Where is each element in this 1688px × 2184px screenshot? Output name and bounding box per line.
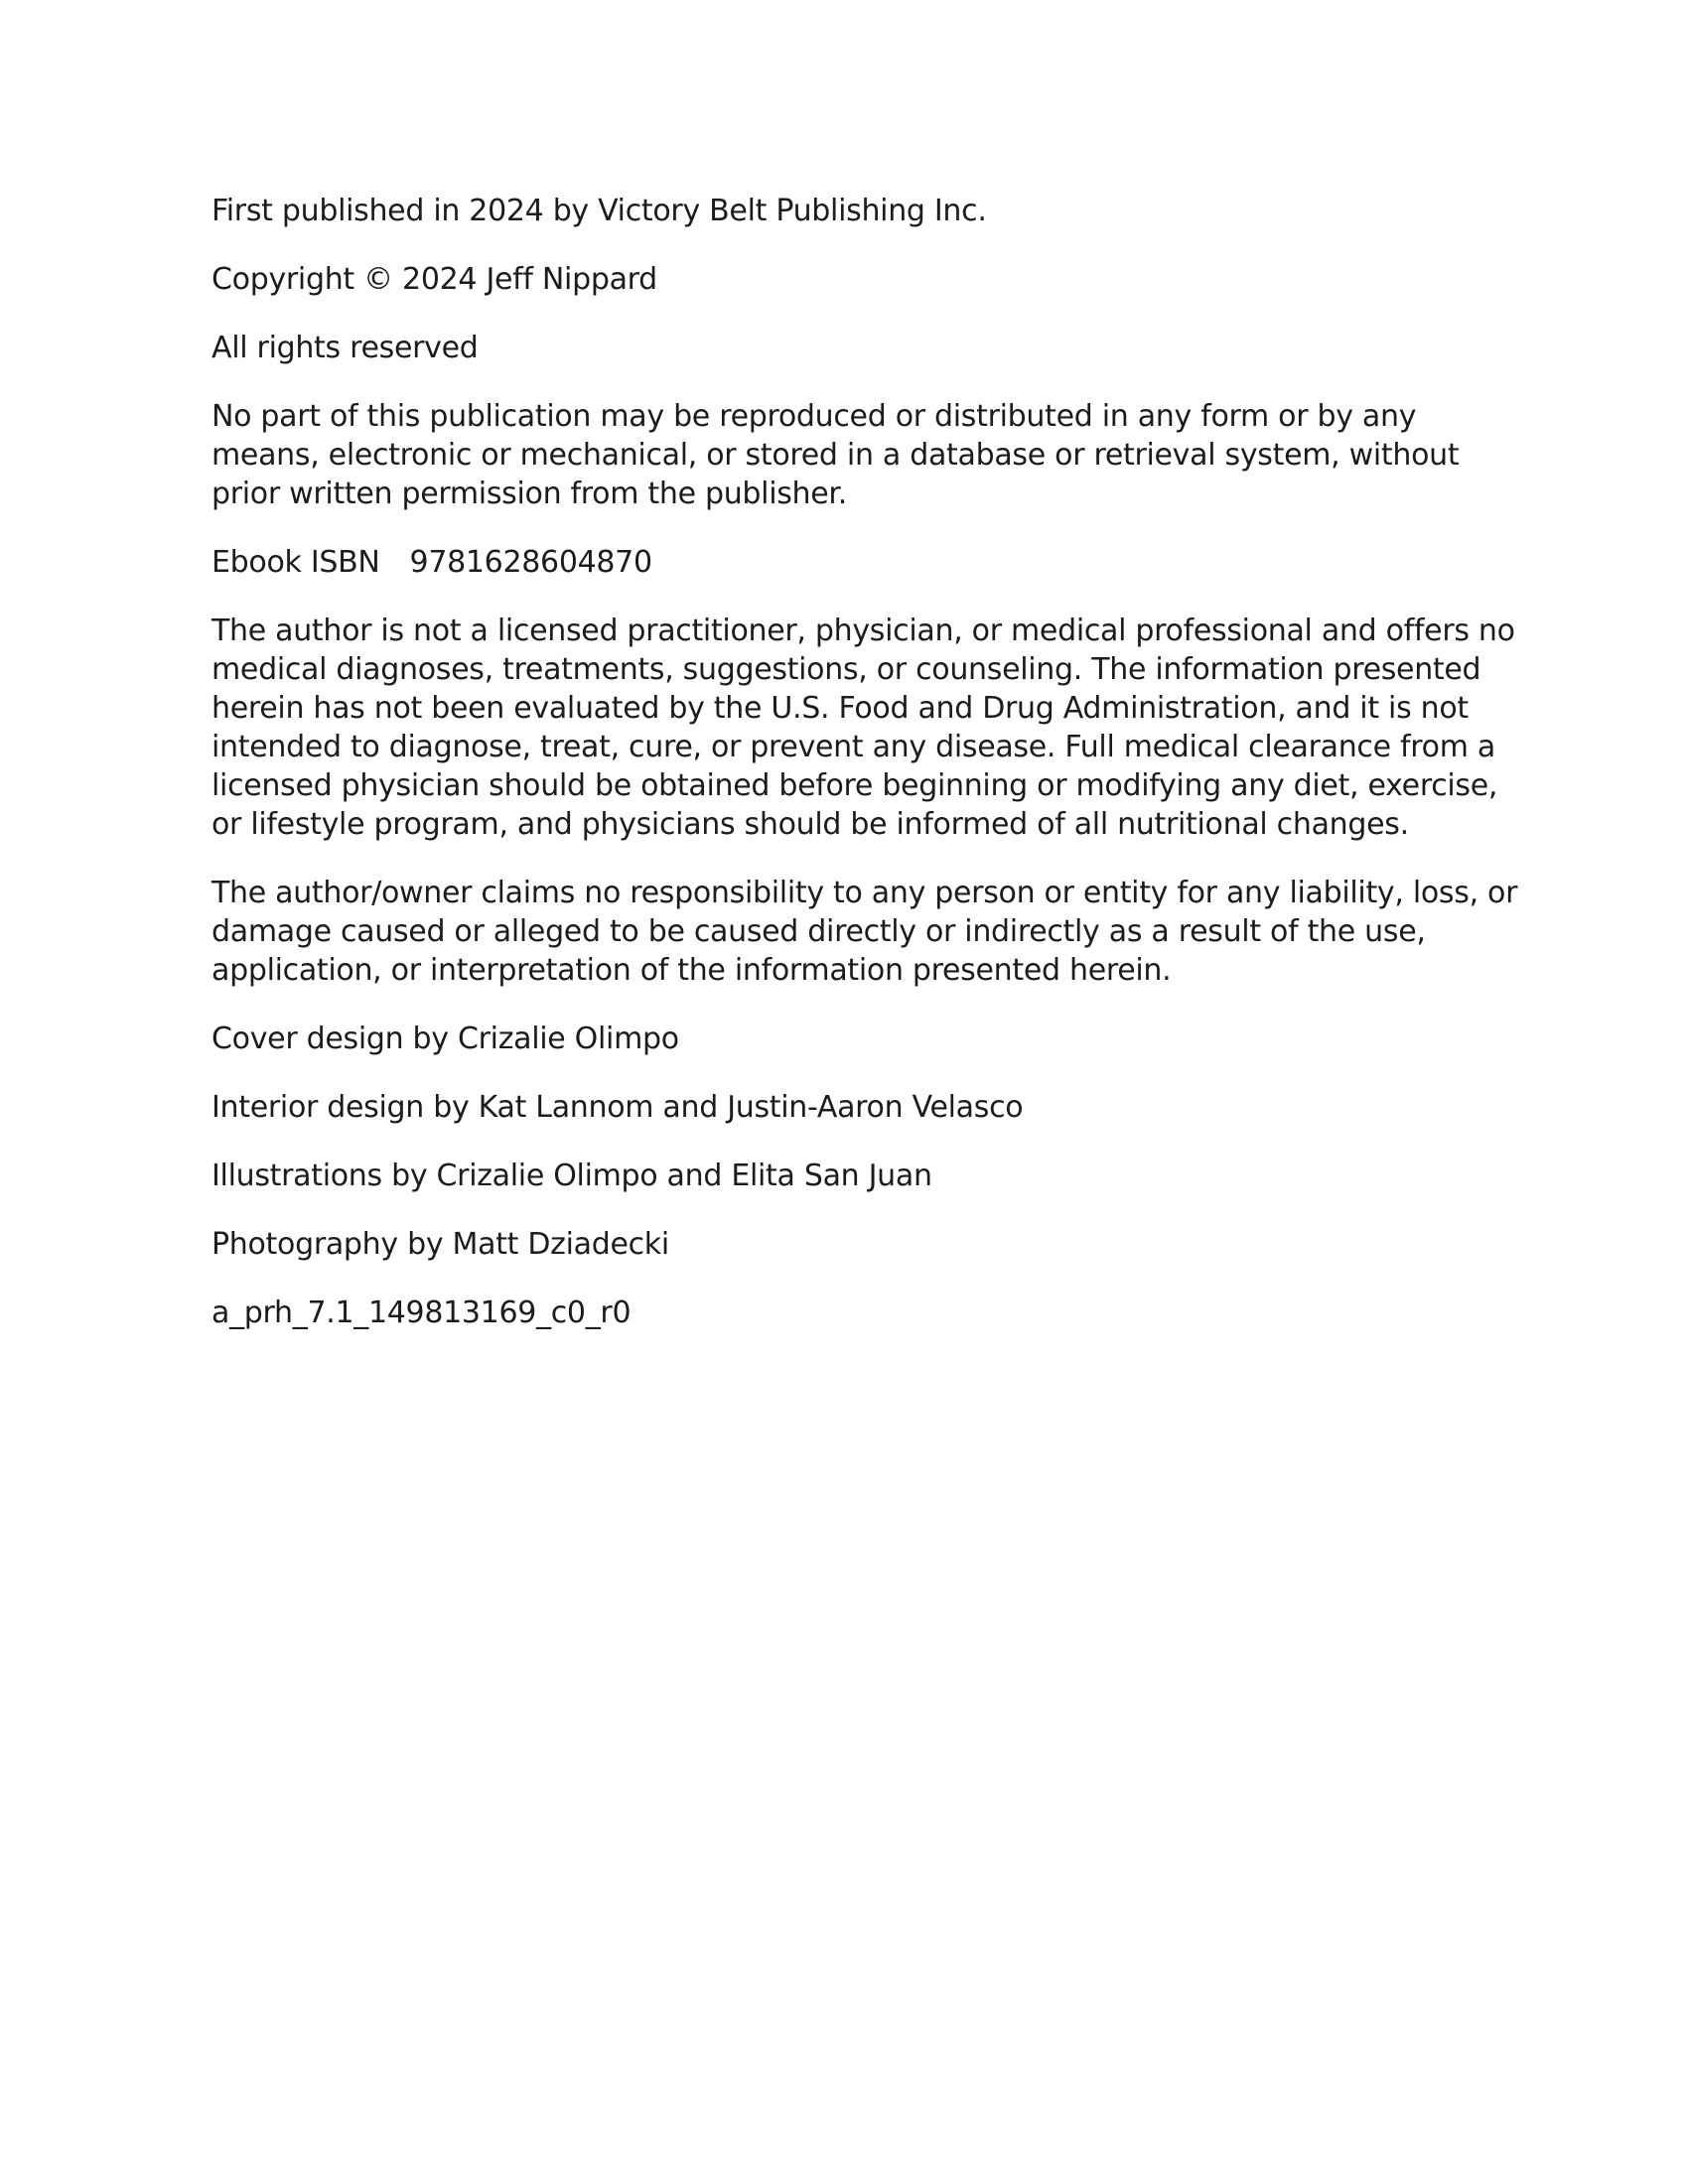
isbn-label: Ebook ISBN [211, 545, 380, 580]
document-identifier-text: a_prh_7.1_149813169_c0_r0 [211, 1296, 632, 1330]
rights-text: All rights reserved [211, 331, 479, 365]
medical-disclaimer [211, 612, 1515, 844]
photography-credit [211, 1225, 1482, 1264]
copyright-text: Copyright © 2024 Jeff Nippard [211, 262, 657, 297]
isbn-line [211, 543, 1482, 582]
interior-design-credit [211, 1088, 1482, 1127]
medical-disclaimer-line: or lifestyle program, and physicians should be informed of all nutritional changes. [211, 807, 1409, 842]
rights-line [211, 329, 1482, 367]
illustrations-credit [211, 1157, 1482, 1195]
cover-design-credit [211, 1020, 1482, 1058]
copyright-page [211, 192, 1518, 1362]
reproduction-notice-line: means, electronic or mechanical, or stored in a database or retrieval system, without [211, 438, 1460, 473]
reproduction-notice-line: No part of this publication may be reproduced or distributed in any form or by any [211, 399, 1417, 434]
copyright-line [211, 260, 1482, 299]
liability-disclaimer-line: The author/owner claims no responsibility to any person or entity for any liability, loss, or [211, 876, 1518, 910]
medical-disclaimer-line: medical diagnoses, treatments, suggestions, or counseling. The information presented [211, 652, 1481, 687]
document-identifier [211, 1294, 1482, 1332]
liability-disclaimer [211, 874, 1518, 990]
photography-text: Photography by Matt Dziadecki [211, 1227, 669, 1262]
liability-disclaimer-line: application, or interpretation of the information presented herein. [211, 953, 1172, 988]
interior-design-text: Interior design by Kat Lannom and Justin-Aaron Velasco [211, 1090, 1024, 1125]
medical-disclaimer-line: herein has not been evaluated by the U.S. Food and Drug Administration, and it is not [211, 691, 1469, 726]
reproduction-notice-line: prior written permission from the publisher. [211, 477, 847, 511]
medical-disclaimer-line: licensed physician should be obtained before beginning or modifying any diet, exercise, [211, 768, 1498, 803]
medical-disclaimer-line: The author is not a licensed practitioner, physician, or medical professional and offers no [211, 614, 1515, 648]
reproduction-notice [211, 397, 1482, 513]
isbn-value: 9781628604870 [409, 545, 652, 580]
liability-disclaimer-line: damage caused or alleged to be caused directly or indirectly as a result of the use, [211, 914, 1426, 949]
first-published-text: First published in 2024 by Victory Belt Publishing Inc. [211, 194, 987, 228]
medical-disclaimer-line: intended to diagnose, treat, cure, or prevent any disease. Full medical clearance from a [211, 730, 1495, 764]
cover-design-text: Cover design by Crizalie Olimpo [211, 1022, 679, 1056]
first-published-line [211, 192, 1482, 230]
illustrations-text: Illustrations by Crizalie Olimpo and Elita San Juan [211, 1159, 932, 1193]
